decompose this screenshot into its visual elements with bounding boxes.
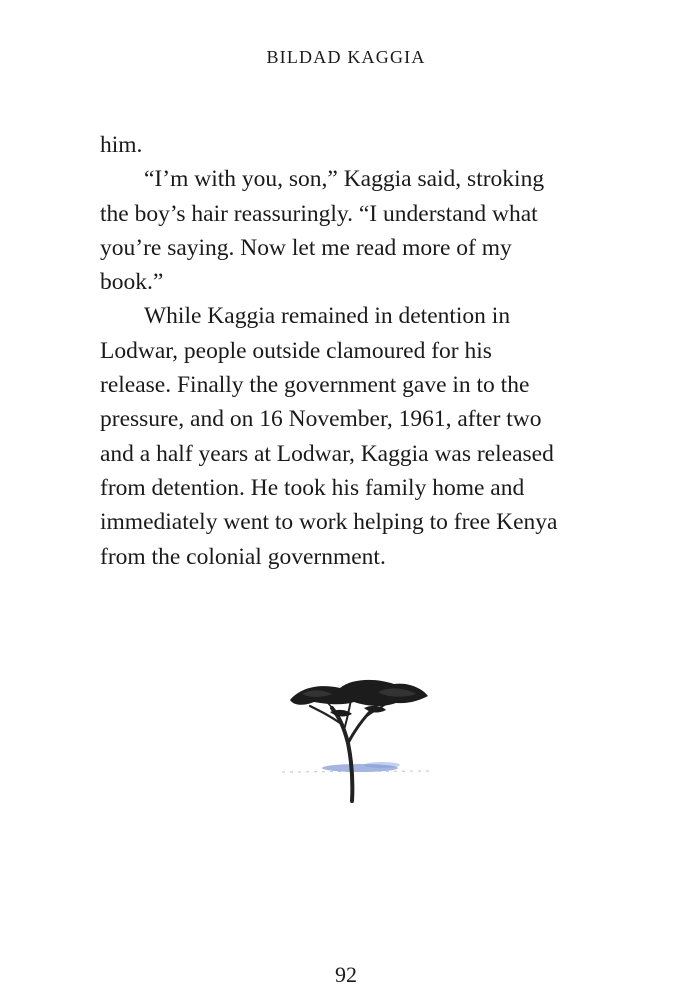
text-line: him. xyxy=(100,132,143,158)
text-line: from detention. He took his family home and xyxy=(100,474,525,501)
page-number: 92 xyxy=(335,962,357,987)
text-line: release. Finally the government gave in to the xyxy=(100,372,530,399)
text-line: and a half years at Lodwar, Kaggia was released xyxy=(100,440,554,467)
text-line: “I’m with you, son,” Kaggia said, stroking xyxy=(144,166,545,193)
tree-canopy xyxy=(290,680,428,717)
acacia-tree-icon xyxy=(282,668,432,808)
text-line: While Kaggia remained in detention in xyxy=(144,303,511,330)
text-line: Lodwar, people outside clamoured for his xyxy=(100,337,492,364)
body-text xyxy=(100,128,600,574)
text-line: book.” xyxy=(100,269,164,296)
text-line: immediately went to work helping to free Kenya xyxy=(100,509,558,536)
text-line: from the colonial government. xyxy=(100,543,386,570)
running-head: BILDAD KAGGIA xyxy=(266,47,426,67)
ground-shadow xyxy=(282,762,432,772)
text-line: pressure, and on 16 November, 1961, after two xyxy=(100,406,542,433)
text-line: the boy’s hair reassuringly. “I understand what xyxy=(100,200,538,227)
text-line: you’re saying. Now let me read more of my xyxy=(100,234,512,261)
